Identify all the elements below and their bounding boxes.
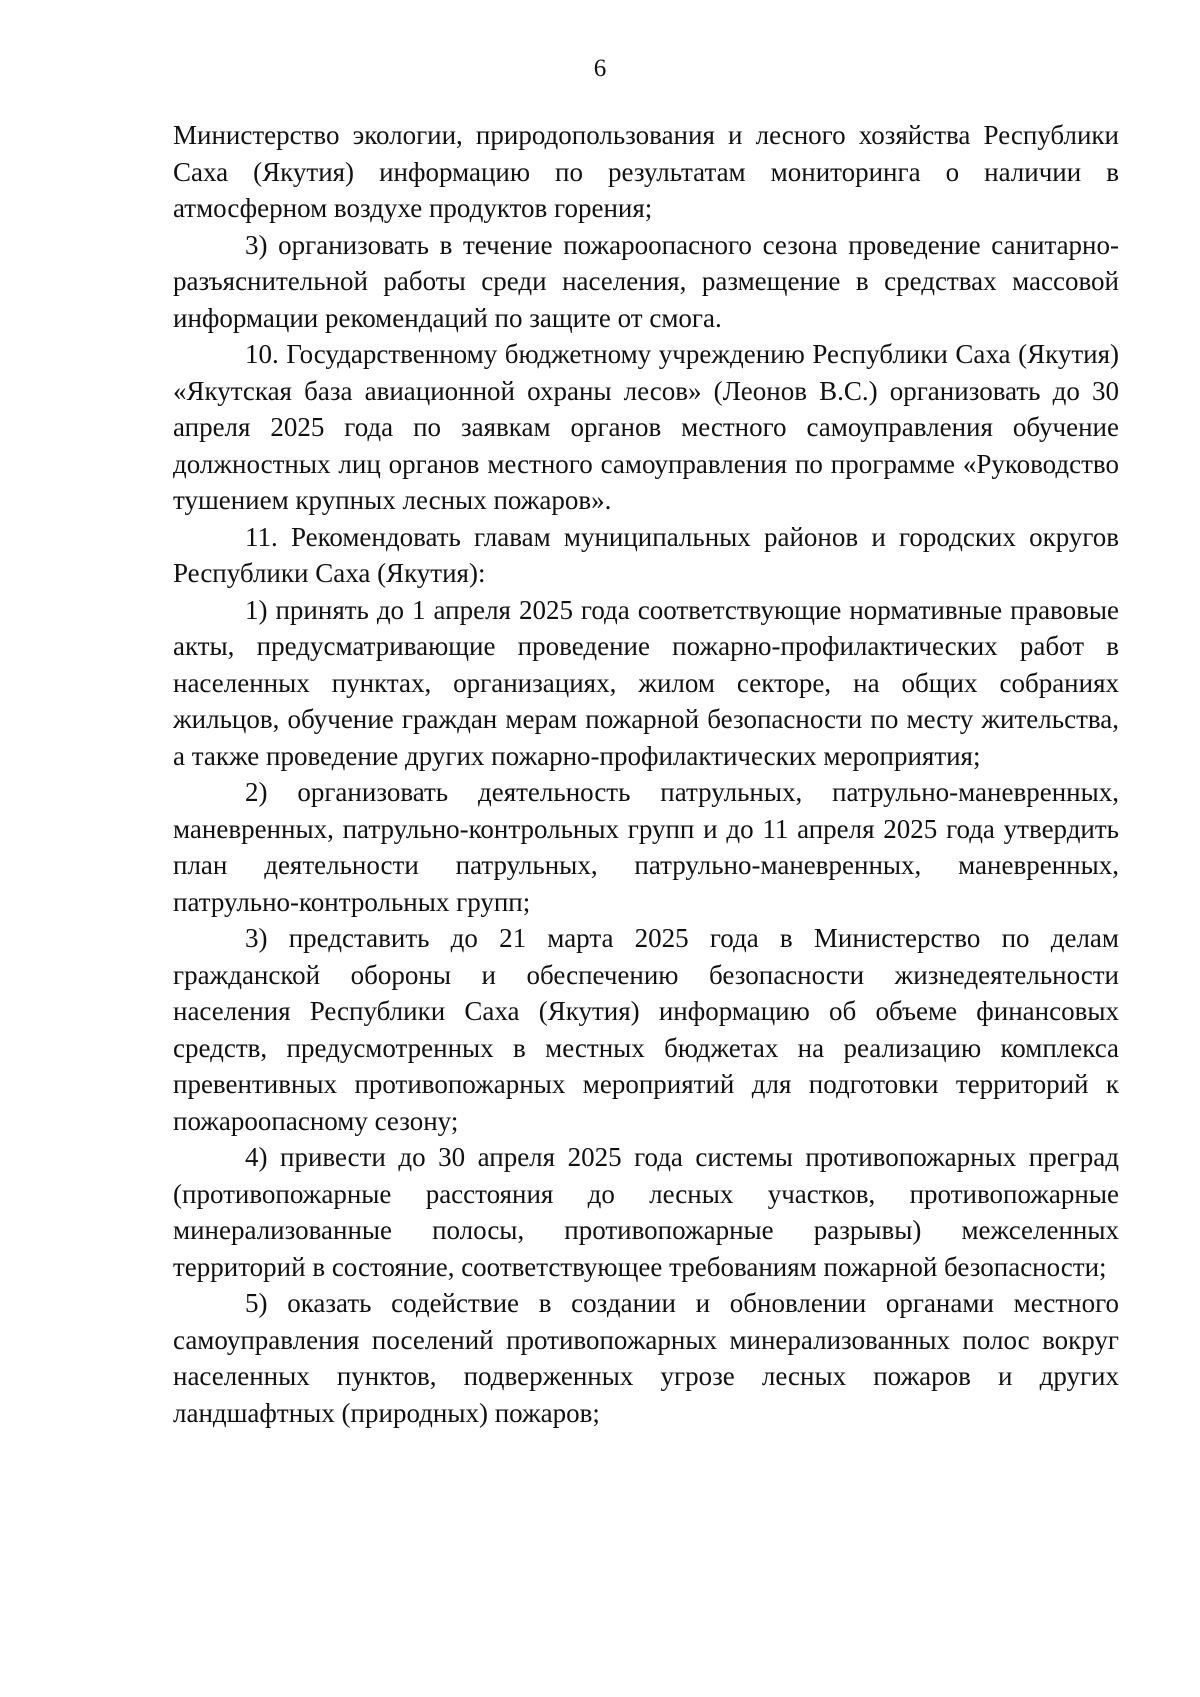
paragraph-item-1: 1) принять до 1 апреля 2025 года соответствующие нормативные правовые акты, предусматривающие проведение пожарно-профилактических работ в населенных пунктах, организациях, жилом секторе, на общих собраниях жильцов, обучение граждан мерам пожарной безопасности по месту жительства, а также проведение других пожарно-профилактических мероприятия;	[173, 594, 1119, 771]
paragraph-item-3: 3) представить до 21 марта 2025 года в Министерство по делам гражданской обороны и обеспечению безопасности жизнедеятельности населения Республики Саха (Якутия) информацию об объеме финансовых средств, предусмотренных в местных бюджетах на реализацию комплекса превентивных противопожарных мероприятий для подготовки территорий к пожароопасному сезону;	[173, 923, 1119, 1136]
paragraph-continuation: Министерство экологии, природопользования и лесного хозяйства Республики Саха (Якутия) информацию по результатам мониторинга о наличии в атмосферном воздухе продуктов горения;	[173, 120, 1119, 223]
document-body	[173, 117, 1119, 1431]
paragraph-item-4: 4) привести до 30 апреля 2025 года системы противопожарных преград (противопожарные расстояния до лесных участков, противопожарные минерализованные полосы, противопожарные разрывы) межселенных территорий в состояние, соответствующее требованиям пожарной безопасности;	[173, 1142, 1119, 1282]
paragraph-item-3-smog: 3) организовать в течение пожароопасного сезона проведение санитарно-разъяснительной работы среди населения, размещение в средствах массовой информации рекомендаций по защите от смога.	[173, 229, 1119, 333]
paragraph-clause-11: 11. Рекомендовать главам муниципальных районов и городских округов Республики Саха (Якутия):	[173, 521, 1119, 588]
paragraph-item-2: 2) организовать деятельность патрульных, патрульно-маневренных, маневренных, патрульно-контрольных групп и до 11 апреля 2025 года утвердить план деятельности патрульных, патрульно-маневренных, маневренных, патрульно-контрольных групп;	[173, 777, 1119, 917]
paragraph-clause-10: 10. Государственному бюджетному учреждению Республики Саха (Якутия) «Якутская база авиационной охраны лесов» (Леонов В.С.) организовать до 30 апреля 2025 года по заявкам органов местного самоуправления обучение должностных лиц органов местного самоуправления по программе «Руководство тушением крупных лесных пожаров».	[173, 339, 1119, 515]
paragraph-item-5: 5) оказать содействие в создании и обновлении органами местного самоуправления поселений противопожарных минерализованных полос вокруг населенных пунктов, подверженных угрозе лесных пожаров и других ландшафтных (природных) пожаров;	[173, 1288, 1119, 1428]
page-number: 6	[593, 55, 607, 82]
